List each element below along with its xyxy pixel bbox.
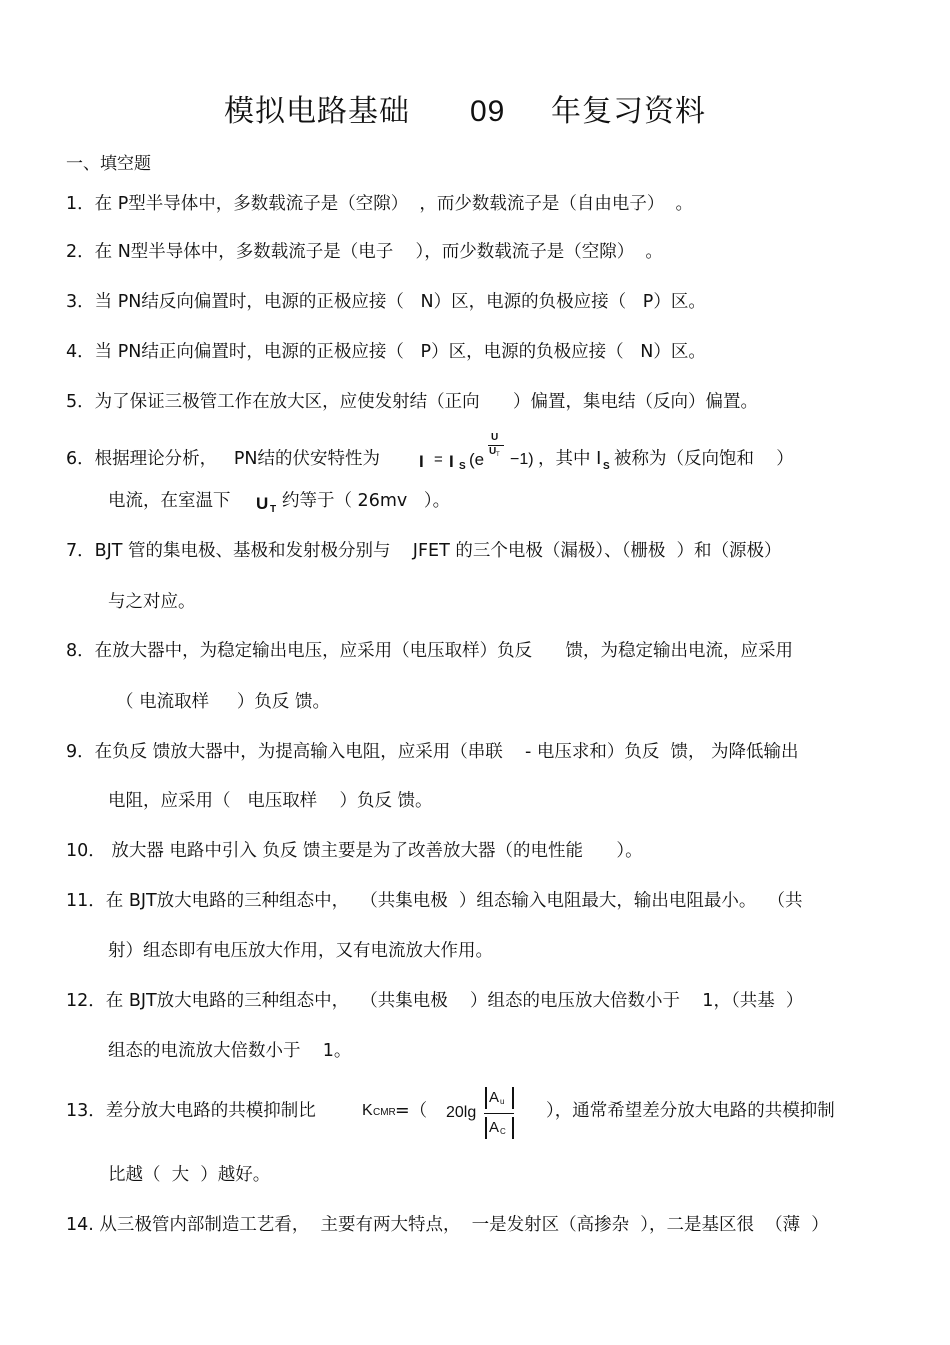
question-6-line2-a: 电流，在室温下: [108, 491, 231, 511]
eq-exp-denominator: U: [489, 446, 497, 457]
abs-bar-left-bottom: [485, 1117, 487, 1139]
eq-exp-den-sub: T: [496, 452, 500, 458]
thermal-voltage: U: [256, 494, 269, 513]
abs-bar-right-bottom: [512, 1117, 514, 1139]
question-5: 5．为了保证三极管工作在放大区，应使发射结（正向 ）偏置，集电结（反向）偏置。: [66, 392, 759, 412]
eq-exp-numerator: U: [491, 432, 499, 443]
eq-Is: I: [449, 452, 454, 471]
question-3: 3．当 PN结反向偏置时，电源的正极应接（ N）区，电源的负极应接（ P）区。: [66, 292, 706, 312]
gain-Ac-sub: C: [500, 1127, 506, 1136]
gain-Ac: A: [489, 1119, 500, 1136]
cmrr-fraction-bar: [484, 1113, 514, 1114]
question-9-cont: 电阻，应采用（ 电压取样 ）负反 馈。: [108, 791, 433, 811]
question-1: 1．在 P型半导体中，多数载流子是（空隙） ，而少数载流子是（自由电子） 。: [66, 194, 693, 214]
question-13-suffix: ），通常希望差分放大电路的共模抑制: [546, 1101, 835, 1121]
question-7: 7．BJT 管的集电极、基极和发射极分别与 JFET 的三个电极（漏极）、（栅极 ）和（源极）: [66, 541, 782, 561]
question-8-cont: （ 电流取样 ）负反 馈。: [116, 692, 330, 712]
gain-Au: A: [489, 1089, 500, 1106]
question-12-cont: 组态的电流放大倍数小于 1。: [108, 1041, 352, 1061]
eq-current-I: I: [419, 452, 424, 471]
abs-bar-right-top: [512, 1087, 514, 1109]
cmrr-20lg: 20lg: [446, 1104, 477, 1121]
cmrr-sub: CMR: [373, 1107, 396, 1118]
question-4: 4．当 PN结正向偏置时，电源的正极应接（ P）区，电源的负极应接（ N）区。: [66, 342, 706, 362]
question-9: 9．在负反 馈放大器中，为提高输入电阻，应采用（串联 - 电压求和）负反 馈， 为降低输出: [66, 742, 799, 762]
thermal-voltage-sub: T: [270, 504, 277, 515]
gain-Au-sub: u: [500, 1097, 505, 1106]
question-8: 8．在放大器中，为稳定输出电压，应采用（电压取样）负反 馈，为稳定输出电流，应采用: [66, 641, 794, 661]
question-11-cont: 射）组态即有电压放大作用，又有电流放大作用。: [108, 941, 493, 961]
cmrr-K: K: [362, 1102, 373, 1119]
question-6-suffix2: 被称为（反向饱和 ）: [614, 449, 794, 469]
eq-open-exp: (e: [469, 450, 485, 469]
question-13-cont: 比越（ 大 ）越好。: [108, 1165, 271, 1185]
question-2: 2．在 N型半导体中，多数载流子是（电子 ），而少数载流子是（空隙） 。: [66, 242, 663, 262]
question-6-line2-b: 约等于（ 26mv ）。: [282, 491, 451, 511]
eq-close: −1): [510, 451, 534, 468]
question-11: 11．在 BJT放大电路的三种组态中， （共集电极 ）组态输入电阻最大，输出电阻最小。 （共: [66, 891, 803, 911]
section-heading: 一、填空题: [66, 154, 151, 174]
eq-Is-sub: S: [459, 461, 466, 472]
question-14: 14. 从三极管内部制造工艺看， 主要有两大特点， 一是发射区（高掺杂 ），二是基区很 （薄 ）: [66, 1215, 829, 1235]
question-12: 12．在 BJT放大电路的三种组态中， （共集电极 ）组态的电压放大倍数小于 1，（共基 ）: [66, 991, 804, 1011]
page-title: 模拟电路基础: [224, 94, 410, 129]
abs-bar-left-top: [485, 1087, 487, 1109]
title-year: 09: [470, 95, 506, 128]
cmrr-equals: =（: [395, 1101, 428, 1121]
title-suffix: 年复习资料: [551, 94, 706, 129]
question-6-suffix: ，其中 I: [538, 449, 602, 469]
question-10: 10． 放大器 电路中引入 负反 馈主要是为了改善放大器（的电性能 ）。: [66, 841, 643, 861]
question-6-prefix: 6．根据理论分析， PN结的伏安特性为: [66, 449, 380, 469]
Is-subscript: S: [603, 461, 610, 472]
question-13: 13．差分放大电路的共模抑制比: [66, 1101, 316, 1121]
question-7-cont: 与之对应。: [108, 592, 196, 612]
eq-equals: =: [434, 451, 443, 468]
